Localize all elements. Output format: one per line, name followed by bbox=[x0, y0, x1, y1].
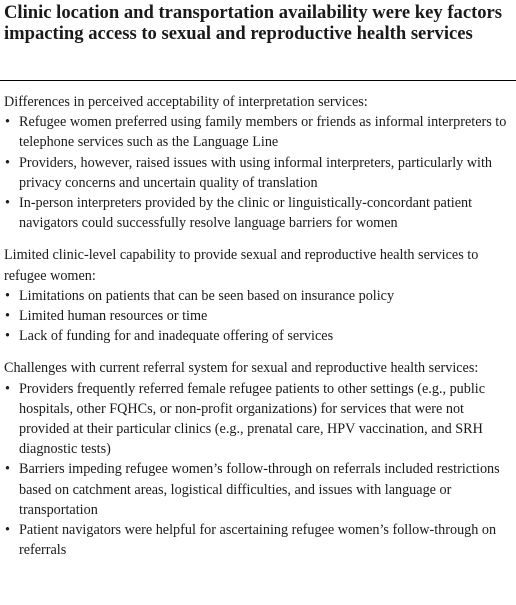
bullet-text: Limited human resources or time bbox=[19, 308, 208, 325]
bullet-list bbox=[4, 379, 510, 561]
bullet-text: Refugee women preferred using family members or friends as informal interpreters to telephone services such as the Language Line bbox=[19, 114, 507, 151]
section-heading: Differences in perceived acceptability of interpretation services: bbox=[4, 94, 368, 110]
bullet-text: Lack of funding for and inadequate offering of services bbox=[19, 328, 334, 345]
bullet-text: In-person interpreters provided by the clinic or linguistically-concordant patient navigators could successfully resolve language barriers for women bbox=[19, 195, 473, 232]
bullet-item bbox=[4, 153, 510, 193]
bullet-text: Providers frequently referred female refugee patients to other settings (e.g., public hospitals, other FQHCs, or non-profit organizations) for services that were not provided at their particular clinics (e.g., prenatal care, HPV vaccination, and SRH diagnostic tests) bbox=[19, 380, 486, 458]
section-heading: Challenges with current referral system for sexual and reproductive health services: bbox=[4, 360, 479, 377]
bullet-list bbox=[4, 112, 510, 233]
table-title: Clinic location and transportation availability were key factors impacting access to sexual and reproductive health services bbox=[4, 2, 503, 44]
table-body bbox=[0, 92, 516, 560]
bullet-icon: • bbox=[5, 308, 10, 325]
bullet-item bbox=[4, 459, 510, 520]
bullet-list bbox=[4, 286, 510, 347]
bullet-item bbox=[4, 326, 510, 346]
bullet-text: Providers, however, raised issues with using informal interpreters, particularly with privacy concerns and uncertain quality of translation bbox=[19, 154, 493, 191]
bullet-text: Limitations on patients that can be seen based on insurance policy bbox=[19, 287, 395, 304]
bullet-item bbox=[4, 193, 510, 233]
bullet-item bbox=[4, 306, 510, 326]
bullet-text: Barriers impeding refugee women’s follow-through on referrals included restrictions based on catchment areas, logistical difficulties, and issues with language or transportation bbox=[19, 461, 500, 518]
section-clinic-capability bbox=[4, 245, 510, 346]
section-referral-system bbox=[4, 358, 510, 560]
bullet-icon: • bbox=[5, 380, 10, 397]
bullet-icon: • bbox=[5, 522, 10, 539]
title-rule bbox=[0, 80, 516, 81]
bullet-item bbox=[4, 112, 510, 152]
bullet-icon: • bbox=[5, 114, 10, 131]
bullet-item bbox=[4, 379, 510, 460]
bullet-icon: • bbox=[5, 287, 10, 304]
section-heading: Limited clinic-level capability to provide sexual and reproductive health services to refugee women: bbox=[4, 247, 479, 284]
section-interpretation bbox=[4, 92, 510, 233]
bullet-icon: • bbox=[5, 461, 10, 478]
bullet-icon: • bbox=[5, 328, 10, 345]
bullet-item bbox=[4, 520, 510, 560]
bullet-icon: • bbox=[5, 154, 10, 171]
bullet-icon: • bbox=[5, 195, 10, 212]
bullet-text: Patient navigators were helpful for ascertaining refugee women’s follow-through on referrals bbox=[19, 522, 497, 559]
bullet-item bbox=[4, 286, 510, 306]
